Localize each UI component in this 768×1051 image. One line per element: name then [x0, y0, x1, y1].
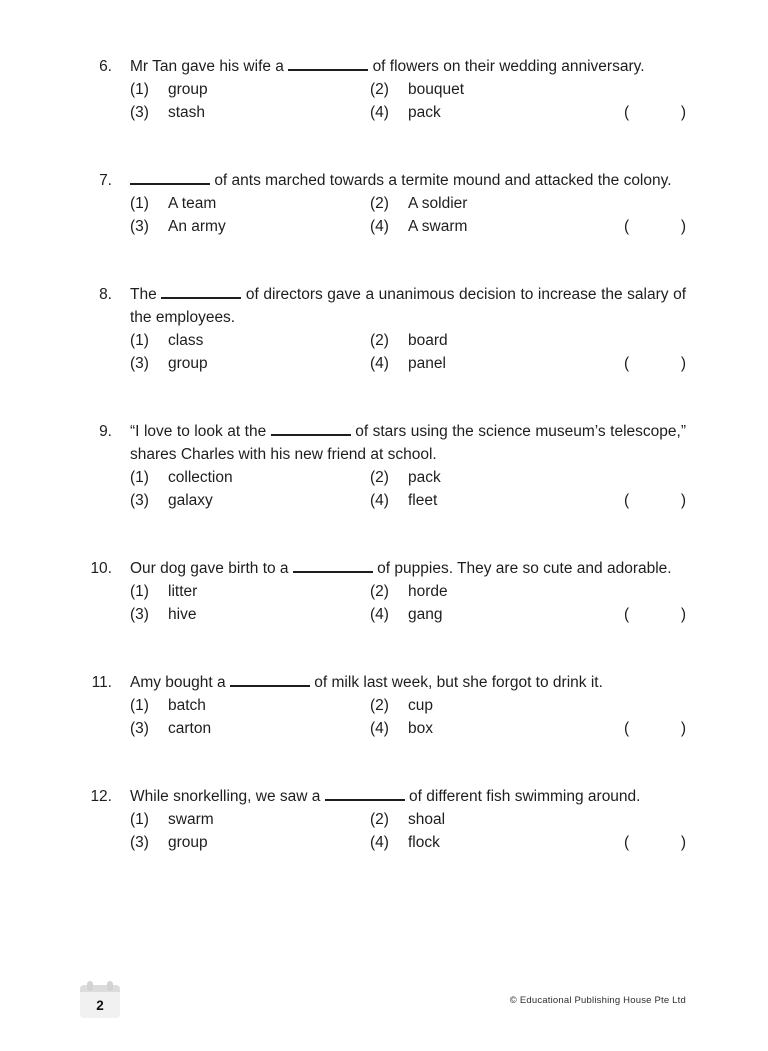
option-4-label: (4)	[370, 606, 389, 623]
options-grid	[130, 78, 686, 124]
options-grid	[130, 580, 686, 626]
question-body	[130, 169, 686, 238]
option-4-text: fleet	[408, 492, 438, 509]
sentence-before-blank: Mr Tan gave his wife a	[130, 58, 284, 75]
page-footer	[80, 982, 686, 1018]
close-paren: )	[680, 834, 686, 851]
answer-blank-line	[130, 182, 210, 185]
close-paren: )	[680, 606, 686, 623]
option-1	[130, 329, 370, 352]
option-2-text: cup	[408, 697, 433, 714]
question-body	[130, 557, 686, 626]
option-3-label: (3)	[130, 104, 149, 121]
option-1-label: (1)	[130, 469, 149, 486]
option-3-text: group	[168, 355, 208, 372]
badge-ring-right	[107, 981, 113, 991]
answer-brackets	[624, 831, 686, 854]
answer-blank-line	[230, 684, 310, 687]
option-2	[370, 694, 686, 717]
option-2-label: (2)	[370, 332, 389, 349]
option-2	[370, 808, 686, 831]
option-2	[370, 78, 686, 101]
option-2-text: bouquet	[408, 81, 465, 98]
option-3-label: (3)	[130, 834, 149, 851]
option-1-label: (1)	[130, 332, 149, 349]
option-2-label: (2)	[370, 81, 389, 98]
option-2	[370, 329, 686, 352]
option-1	[130, 192, 370, 215]
close-paren: )	[680, 218, 686, 235]
page-number-badge	[80, 985, 120, 1018]
close-paren: )	[680, 720, 686, 737]
options-grid	[130, 694, 686, 740]
option-2-text: A soldier	[408, 195, 468, 212]
option-1	[130, 580, 370, 603]
question-sentence	[130, 55, 686, 78]
close-paren: )	[680, 104, 686, 121]
option-1	[130, 808, 370, 831]
option-4-text: gang	[408, 606, 443, 623]
sentence-before-blank: Amy bought a	[130, 674, 226, 691]
option-4-text: box	[408, 720, 433, 737]
option-2-label: (2)	[370, 195, 389, 212]
answer-brackets	[624, 352, 686, 375]
option-2-text: board	[408, 332, 448, 349]
option-1-text: litter	[168, 583, 198, 600]
option-2	[370, 192, 686, 215]
answer-brackets	[624, 215, 686, 238]
option-4-label: (4)	[370, 355, 389, 372]
copyright-text: © Educational Publishing House Pte Ltd	[509, 994, 686, 1006]
option-2-text: shoal	[408, 811, 446, 828]
option-1-text: class	[168, 332, 204, 349]
open-paren: (	[624, 355, 630, 372]
option-1-text: batch	[168, 697, 206, 714]
question-sentence	[130, 557, 686, 580]
option-3-text: group	[168, 834, 208, 851]
option-3-text: carton	[168, 720, 212, 737]
option-4-text: A swarm	[408, 218, 468, 235]
option-4-label: (4)	[370, 218, 389, 235]
option-2-label: (2)	[370, 811, 389, 828]
question-body	[130, 671, 686, 740]
answer-brackets	[624, 489, 686, 512]
sentence-before-blank: “I love to look at the	[130, 423, 267, 440]
option-1-text: swarm	[168, 811, 214, 828]
question-number: 10.	[90, 560, 112, 577]
option-2-label: (2)	[370, 697, 389, 714]
close-paren: )	[680, 355, 686, 372]
question-sentence	[130, 785, 686, 808]
option-3	[130, 489, 370, 512]
question-body	[130, 420, 686, 512]
sentence-after-blank: of milk last week, but she forgot to drink it.	[314, 674, 603, 691]
answer-brackets	[624, 101, 686, 124]
answer-blank-line	[271, 433, 351, 436]
question-number: 8.	[99, 286, 112, 303]
question-number: 9.	[99, 423, 112, 440]
option-1	[130, 466, 370, 489]
option-3-label: (3)	[130, 218, 149, 235]
option-3-label: (3)	[130, 355, 149, 372]
question-12	[86, 785, 686, 854]
question-10	[86, 557, 686, 626]
question-sentence	[130, 169, 686, 192]
sentence-before-blank: The	[130, 286, 157, 303]
options-grid	[130, 329, 686, 375]
sentence-after-blank: of ants marched towards a termite mound and attacked the colony.	[214, 172, 672, 189]
answer-blank-line	[161, 296, 241, 299]
option-1-text: A team	[168, 195, 217, 212]
option-1	[130, 78, 370, 101]
option-2-label: (2)	[370, 583, 389, 600]
option-4-text: pack	[408, 104, 441, 121]
sentence-after-blank: of flowers on their wedding anniversary.	[372, 58, 645, 75]
option-2-text: horde	[408, 583, 448, 600]
sentence-before-blank: While snorkelling, we saw a	[130, 788, 321, 805]
open-paren: (	[624, 834, 630, 851]
options-grid	[130, 192, 686, 238]
option-3	[130, 831, 370, 854]
option-4-label: (4)	[370, 492, 389, 509]
answer-brackets	[624, 717, 686, 740]
sentence-before-blank: Our dog gave birth to a	[130, 560, 289, 577]
option-3-text: An army	[168, 218, 226, 235]
option-3-text: galaxy	[168, 492, 213, 509]
sentence-after-blank: of puppies. They are so cute and adorable.	[377, 560, 672, 577]
option-1-label: (1)	[130, 195, 149, 212]
option-3-label: (3)	[130, 720, 149, 737]
question-7	[86, 169, 686, 238]
option-4-text: flock	[408, 834, 440, 851]
badge-top-bar	[80, 985, 120, 992]
sentence-after-blank: of directors gave a unanimous decision to increase the salary of the employees.	[130, 286, 687, 326]
open-paren: (	[624, 606, 630, 623]
question-9	[86, 420, 686, 512]
option-4-text: panel	[408, 355, 446, 372]
open-paren: (	[624, 720, 630, 737]
question-body	[130, 283, 686, 375]
option-2	[370, 466, 686, 489]
question-number: 12.	[90, 788, 112, 805]
option-1-label: (1)	[130, 697, 149, 714]
question-number: 6.	[99, 58, 112, 75]
open-paren: (	[624, 492, 630, 509]
option-1-text: group	[168, 81, 208, 98]
sentence-after-blank: of stars using the science museum’s telescope,” shares Charles with his new friend at school.	[130, 423, 686, 463]
options-grid	[130, 466, 686, 512]
answer-blank-line	[288, 68, 368, 71]
answer-blank-line	[325, 798, 405, 801]
question-body	[130, 785, 686, 854]
option-3-text: stash	[168, 104, 206, 121]
option-1-label: (1)	[130, 81, 149, 98]
option-1-text: collection	[168, 469, 233, 486]
page-number: 2	[96, 997, 104, 1013]
answer-brackets	[624, 603, 686, 626]
option-4-label: (4)	[370, 720, 389, 737]
option-3	[130, 215, 370, 238]
open-paren: (	[624, 104, 630, 121]
option-3-label: (3)	[130, 606, 149, 623]
open-paren: (	[624, 218, 630, 235]
option-2-text: pack	[408, 469, 441, 486]
option-3	[130, 603, 370, 626]
question-sentence	[130, 671, 686, 694]
option-3	[130, 101, 370, 124]
question-sentence	[130, 283, 686, 329]
question-11	[86, 671, 686, 740]
answer-blank-line	[293, 570, 373, 573]
question-8	[86, 283, 686, 375]
question-number: 11.	[91, 674, 112, 691]
option-4-label: (4)	[370, 104, 389, 121]
option-1-label: (1)	[130, 811, 149, 828]
questions-list	[86, 55, 686, 899]
options-grid	[130, 808, 686, 854]
badge-ring-left	[87, 981, 93, 991]
option-1	[130, 694, 370, 717]
option-3-text: hive	[168, 606, 197, 623]
option-2	[370, 580, 686, 603]
sentence-after-blank: of different fish swimming around.	[409, 788, 641, 805]
option-3	[130, 352, 370, 375]
question-6	[86, 55, 686, 124]
option-1-label: (1)	[130, 583, 149, 600]
question-number: 7.	[99, 172, 112, 189]
option-4-label: (4)	[370, 834, 389, 851]
option-3	[130, 717, 370, 740]
option-2-label: (2)	[370, 469, 389, 486]
question-sentence	[130, 420, 686, 466]
question-body	[130, 55, 686, 124]
option-3-label: (3)	[130, 492, 149, 509]
close-paren: )	[680, 492, 686, 509]
